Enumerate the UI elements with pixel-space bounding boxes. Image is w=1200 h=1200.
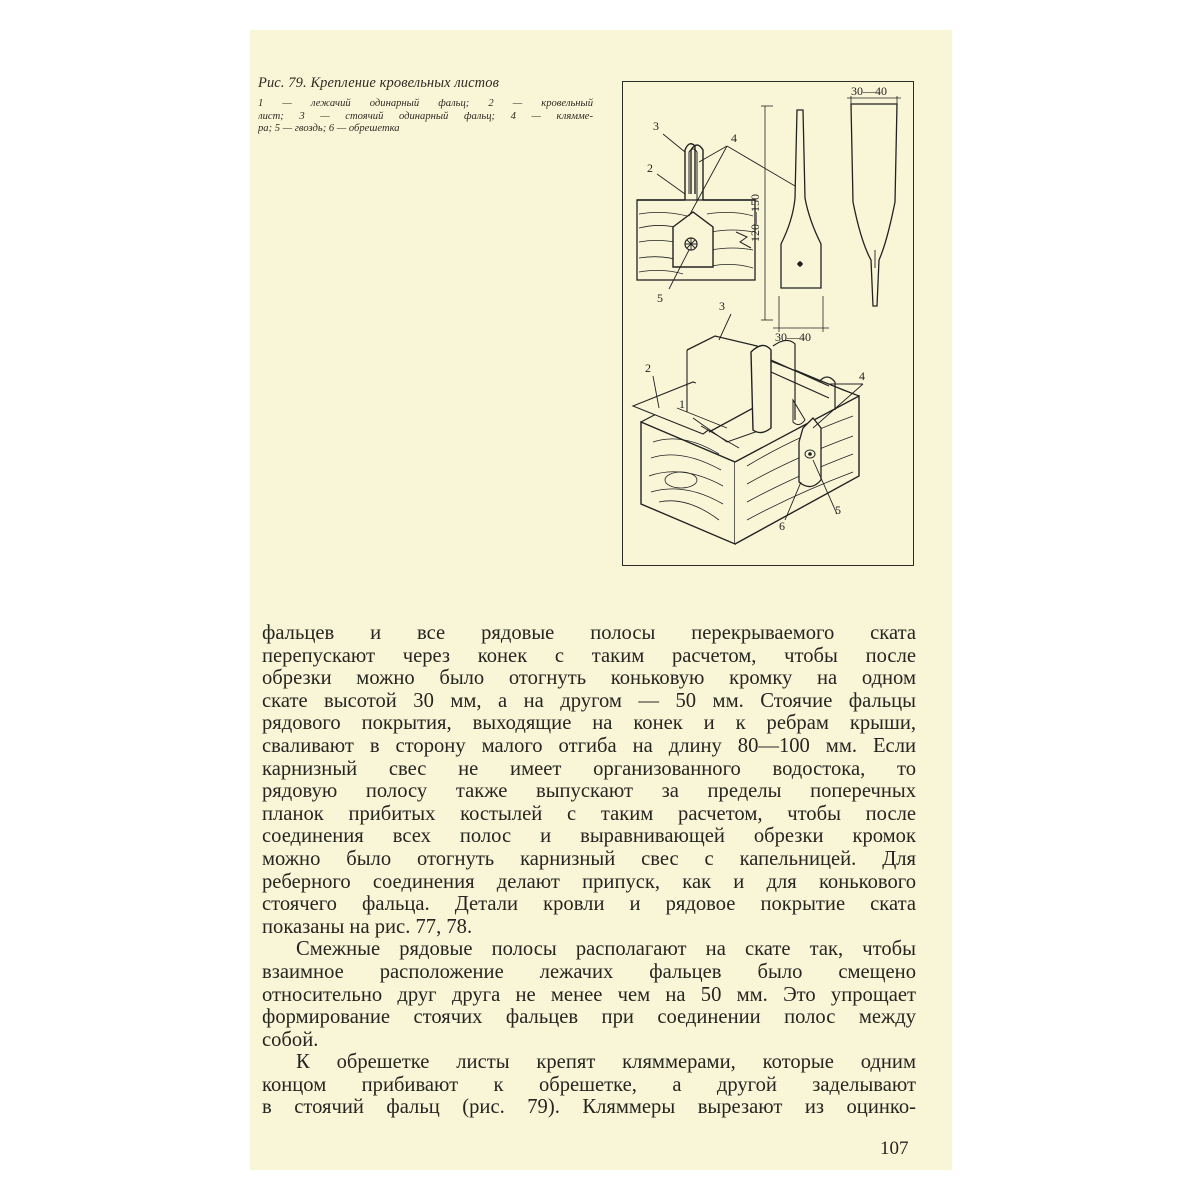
isometric-seam-drawing	[633, 336, 859, 544]
callout-3-top: 3	[653, 119, 659, 133]
figure-legend-line: ра; 5 — гвоздь; 6 — обрешетка	[258, 123, 400, 134]
text-line: в стоячий фальц (рис. 79). Кляммеры вырезают из оцинко-	[262, 1096, 916, 1119]
callout-5-bottom: 5	[835, 503, 841, 517]
callout-4-bottom: 4	[859, 369, 865, 383]
text-line: стоячего фальца. Детали кровли и рядовое покрытие ската	[262, 893, 916, 916]
figure-drawing	[623, 82, 915, 567]
text-line: фальцев и все рядовые полосы перекрываемого ската	[262, 622, 916, 644]
callout-3-bottom: 3	[719, 299, 725, 313]
figure-legend-line: лист; 3 — стоячий одинарный фальц; 4 — кляммe-	[258, 110, 593, 122]
clamp-side-view-drawing	[847, 96, 901, 306]
dimension-height-label: 120—150	[748, 194, 762, 242]
text-line: рядовую полосу также выпускают за пределы поперечных	[262, 780, 916, 803]
text-line: можно было отогнуть карнизный свес с капельницей. Для	[262, 847, 916, 870]
text-line: взаимное расположение лежачих фальцев было смещено	[262, 960, 916, 983]
dimension-top-width-label: 30—40	[851, 84, 887, 98]
callout-2-bottom: 2	[645, 361, 651, 375]
text-line: скате высотой 30 мм, а на другом — 50 мм. Стоячие фальцы	[262, 689, 916, 712]
figure-legend-line: 1 — лежачий одинарный фальц; 2 — кровельный	[258, 98, 593, 109]
text-line: показаны на рис. 77, 78.	[262, 915, 473, 938]
text-line: концом прибивают к обрешетке, а другой заделывают	[262, 1073, 916, 1096]
callout-6-bottom: 6	[779, 519, 785, 533]
dimension-bottom-width-label: 30—40	[775, 330, 811, 344]
text-line: сваливают в сторону малого отгиба на длину 80—100 мм. Если	[262, 734, 916, 757]
figure-caption-title: Рис. 79. Крепление кровельных листов	[258, 75, 500, 91]
callout-4-top: 4	[731, 131, 737, 145]
seam-cross-section-drawing	[637, 144, 755, 280]
text-line: собой.	[262, 1028, 319, 1051]
body-text	[262, 622, 916, 1119]
callout-1-bottom: 1	[679, 397, 685, 411]
text-line: относительно друг друга не менее чем на 50 мм. Это упрощает	[262, 983, 916, 1006]
clamp-plan-view-drawing	[761, 106, 829, 332]
text-line: соединения всех полос и выравнивающей обрезки кромок	[262, 825, 916, 848]
text-line: перепускают через конек с таким расчетом, чтобы после	[262, 644, 916, 667]
text-line: К обрешетке листы крепят кляммерами, которые одним	[296, 1051, 916, 1074]
text-line: формирование стоячих фальцев при соединении полос между	[262, 1006, 916, 1029]
page-number: 107	[880, 1138, 909, 1159]
text-line: карнизный свес не имеет организованного водостока, то	[262, 757, 916, 780]
callout-2-top: 2	[647, 161, 653, 175]
text-line: рядового покрытия, выходящие на конек и к ребрам крыши,	[262, 712, 916, 735]
text-line: реберного соединения делают припуск, как и для конькового	[262, 870, 916, 893]
text-line: Смежные рядовые полосы располагают на скате так, чтобы	[296, 938, 916, 961]
text-line: обрезки можно было отогнуть коньковую кромку на одном	[262, 667, 916, 690]
callout-5-top: 5	[657, 291, 663, 305]
figure-caption	[258, 74, 593, 136]
figure-79-roof-sheet-fastening	[622, 81, 914, 566]
text-line: планок прибитых костылей с таким расчетом, чтобы после	[262, 802, 916, 825]
